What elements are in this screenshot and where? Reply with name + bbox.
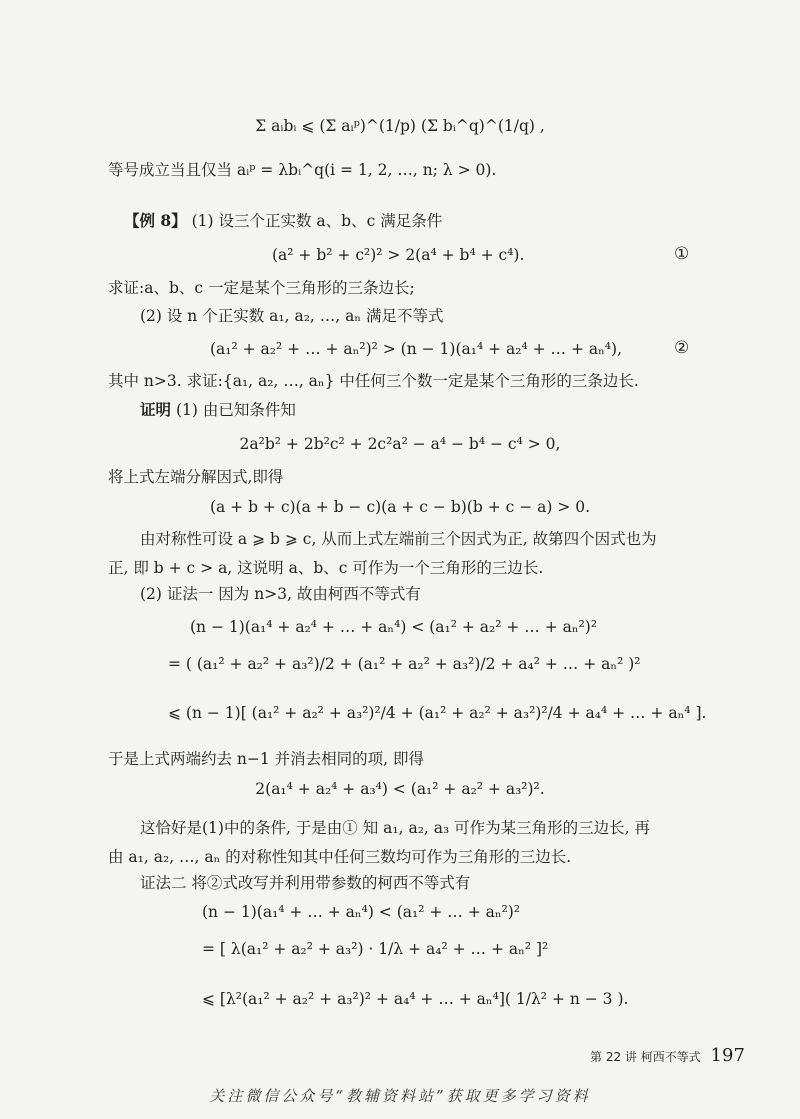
conclusion-text-2: 由 a₁, a₂, …, aₙ 的对称性知其中任何三数均可作为三角形的三边长. — [108, 848, 572, 866]
cancel-text: 于是上式两端约去 n−1 并消去相同的项, 即得 — [108, 750, 425, 768]
factor-text: 将上式左端分解因式,即得 — [108, 468, 284, 486]
prove-statement-2: 其中 n>3. 求证:{a₁, a₂, …, aₙ} 中任何三个数一定是某个三角形的三条边长. — [108, 372, 639, 390]
method-1-step-3: ⩽ (n − 1)[ (a₁² + a₂² + a₃²)²/4 + (a₁² + a₂² + a₃²)²/4 + a₄⁴ + … + aₙ⁴ ]. — [168, 704, 707, 722]
symmetry-text-2: 正, 即 b + c > a, 这说明 a、b、c 可作为一个三角形的三边长. — [108, 559, 544, 577]
watermark-text: 关注微信公众号“教辅资料站”获取更多学习资料 — [209, 1087, 591, 1105]
example-part2: (2) 设 n 个正实数 a₁, a₂, …, aₙ 满足不等式 — [140, 307, 444, 325]
method-2-intro: 证法二 将②式改写并利用带参数的柯西不等式有 — [140, 874, 471, 892]
expanded-inequality: 2a²b² + 2b²c² + 2c²a² − a⁴ − b⁴ − c⁴ > 0, — [239, 435, 561, 453]
method-1-intro: (2) 证法一 因为 n>3, 故由柯西不等式有 — [140, 585, 421, 603]
method-1-step-1: (n − 1)(a₁⁴ + a₂⁴ + … + aₙ⁴) < (a₁² + a₂² + … + aₙ²)² — [190, 618, 598, 636]
page-footer — [590, 1045, 745, 1066]
chapter-title: 第 22 讲 柯西不等式 — [590, 1050, 701, 1064]
symmetry-text-1: 由对称性可设 a ⩾ b ⩾ c, 从而上式左端前三个因式为正, 故第四个因式也为 — [140, 530, 657, 548]
prove-statement-1: 求证:a、b、c 一定是某个三角形的三条边长; — [108, 279, 415, 297]
page-number: 197 — [710, 1045, 745, 1066]
example-8-intro — [124, 211, 442, 231]
factored-inequality: (a + b + c)(a + b − c)(a + c − b)(b + c − a) > 0. — [209, 498, 591, 516]
equation-marker-1: ① — [674, 244, 690, 264]
proof-start — [140, 400, 296, 420]
holder-inequality: Σ aᵢbᵢ ⩽ (Σ aᵢᵖ)^(1/p) (Σ bᵢ^q)^(1/q) , — [255, 117, 545, 135]
reduced-inequality: 2(a₁⁴ + a₂⁴ + a₃⁴) < (a₁² + a₂² + a₃²)². — [255, 780, 545, 798]
example-part1: (1) 设三个正实数 a、b、c 满足条件 — [191, 212, 443, 230]
proof-label: 证明 — [140, 400, 172, 419]
method-2-step-2: = [ λ(a₁² + a₂² + a₃²) · 1/λ + a₄² + … + aₙ² ]² — [202, 940, 549, 958]
conclusion-text-1: 这恰好是(1)中的条件, 于是由① 知 a₁, a₂, a₃ 可作为某三角形的三边长, 再 — [140, 819, 651, 837]
condition-2: (a₁² + a₂² + … + aₙ²)² > (n − 1)(a₁⁴ + a₂⁴ + … + aₙ⁴), — [210, 340, 622, 358]
example-label: 【例 8】 — [124, 211, 187, 230]
method-1-step-2: = ( (a₁² + a₂² + a₃²)/2 + (a₁² + a₂² + a₃²)/2 + a₄² + … + aₙ² )² — [168, 655, 641, 673]
proof-part1: (1) 由已知条件知 — [175, 401, 296, 419]
method-2-step-1: (n − 1)(a₁⁴ + … + aₙ⁴) < (a₁² + … + aₙ²)² — [202, 903, 521, 921]
equality-condition: 等号成立当且仅当 aᵢᵖ = λbᵢ^q(i = 1, 2, …, n; λ > 0). — [108, 161, 497, 179]
equation-marker-2: ② — [674, 338, 690, 358]
method-2-step-3: ⩽ [λ²(a₁² + a₂² + a₃²)² + a₄⁴ + … + aₙ⁴]( 1/λ² + n − 3 ). — [202, 990, 629, 1008]
condition-1: (a² + b² + c²)² > 2(a⁴ + b⁴ + c⁴). — [272, 246, 525, 264]
